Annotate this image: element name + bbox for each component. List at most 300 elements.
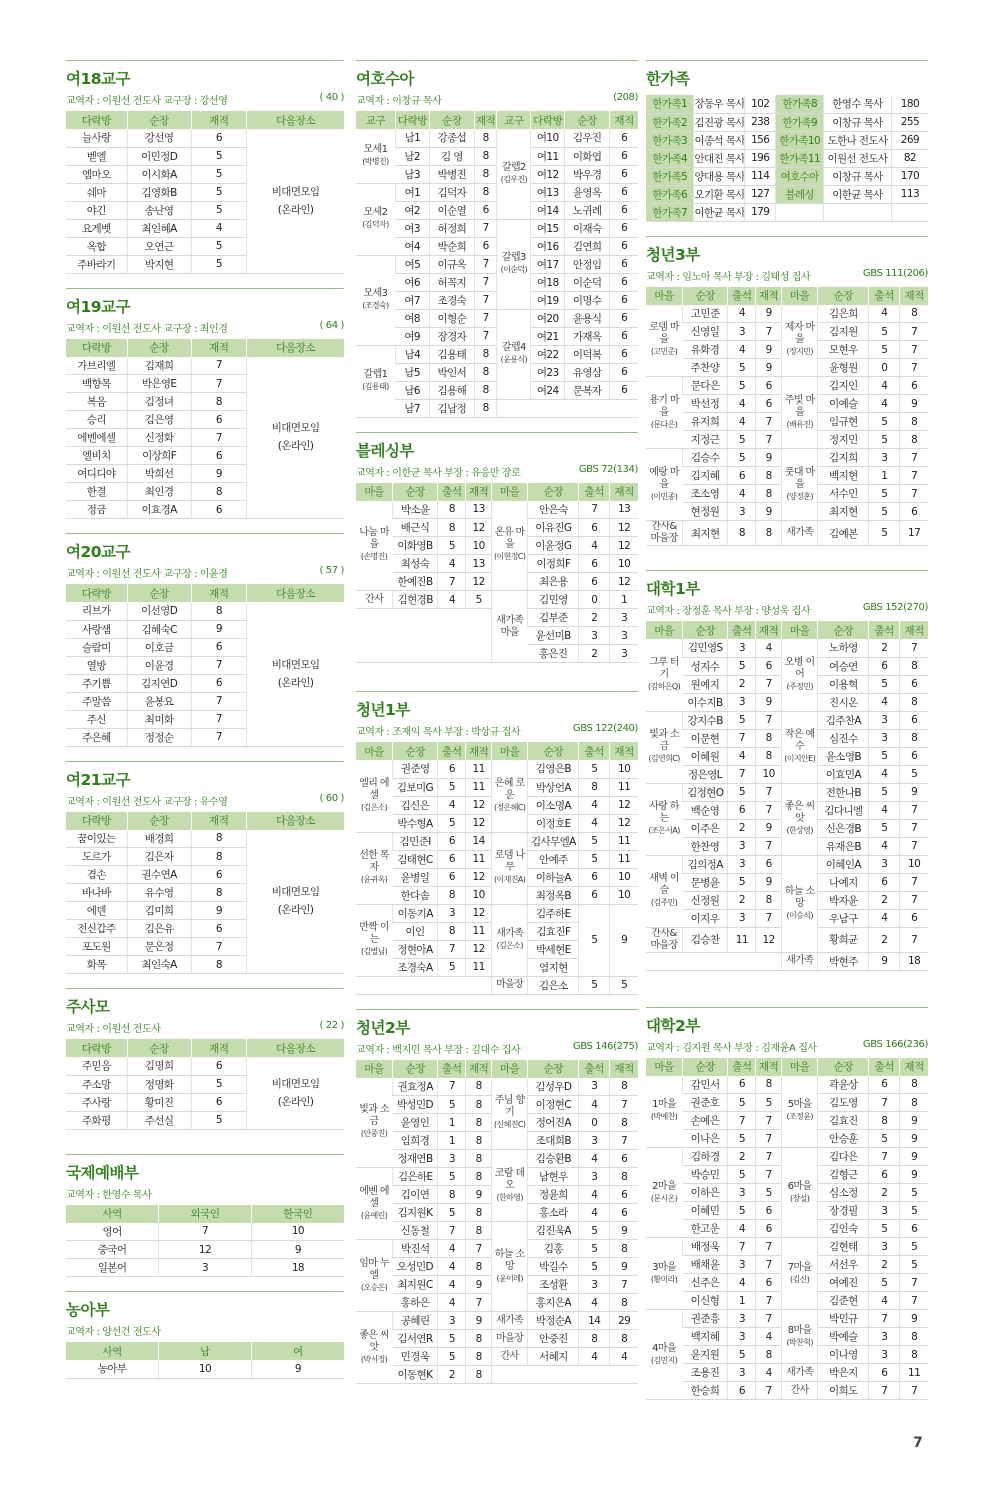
table-cell: 5 <box>728 377 756 395</box>
table-cell: 엠마오 <box>66 165 127 183</box>
table-cell: 7 <box>191 656 247 674</box>
group-leader: (이현정C) <box>493 552 526 562</box>
table-cell: 7 <box>900 927 928 952</box>
table-cell: 여6 <box>395 273 429 291</box>
table-cell: 7 <box>756 413 781 431</box>
table-cell: 여5 <box>395 255 429 273</box>
group-name: 로뎀 나무 (이재진A) <box>491 832 528 904</box>
table-cell: 8 <box>900 657 928 675</box>
table-cell: 에덴 <box>66 902 127 920</box>
table-cell: 8 <box>438 922 466 940</box>
table-row <box>646 1238 928 1256</box>
table-cell: 3 <box>728 837 756 855</box>
column-header: 마을 <box>356 483 393 501</box>
table-cell: 6 <box>900 747 928 765</box>
table-cell: 7 <box>756 711 781 729</box>
column-header: 사역 <box>66 1342 159 1360</box>
table-cell: 10 <box>900 855 928 873</box>
table-cell: 5 <box>191 1111 247 1129</box>
table-cell: 9 <box>756 341 781 359</box>
table-cell: 김태현C <box>393 850 438 868</box>
table-cell: 7 <box>756 801 781 819</box>
table-cell: 이한균 목사 <box>694 203 745 221</box>
table-cell: 8 <box>900 413 928 431</box>
table-cell: 5 <box>728 449 756 467</box>
table-cell: 8 <box>466 1132 491 1150</box>
table-cell: 박은지 <box>818 1364 869 1382</box>
column-header: 재적 <box>191 584 247 602</box>
table-cell: 7 <box>900 341 928 359</box>
table-row <box>646 1382 928 1400</box>
table-cell: 김이연 <box>393 1186 438 1204</box>
table-cell: 5 <box>728 1166 756 1184</box>
table-cell: 4 <box>869 765 900 783</box>
table-cell: 유수영 <box>127 884 191 902</box>
table-cell: 5 <box>869 485 900 503</box>
table-row <box>356 1366 638 1384</box>
table-cell: 11 <box>728 927 756 952</box>
table-cell: 6 <box>900 711 928 729</box>
table-cell: 8 <box>466 1204 491 1222</box>
table-row <box>646 377 928 395</box>
table-cell: 박소윤 <box>393 501 438 519</box>
table-cell: 쉐마 <box>66 183 127 201</box>
table-cell: 6 <box>438 868 466 886</box>
table-cell: 8 <box>191 956 247 974</box>
table-row <box>66 602 344 620</box>
table-cell: 4 <box>438 1258 466 1276</box>
group-name: 2마을 (문시온) <box>646 1148 683 1238</box>
empty-cell <box>646 952 781 970</box>
table-row <box>646 95 928 113</box>
table-cell: 곽윤상 <box>818 1076 869 1094</box>
table-cell: 여승연 <box>818 657 869 675</box>
table-cell: 김명희 <box>127 1057 191 1075</box>
table-cell: 여10 <box>531 129 565 147</box>
table-cell: 4 <box>869 395 900 413</box>
table-cell: 8 <box>579 1330 610 1348</box>
table-cell: 박세현E <box>528 940 579 958</box>
table-cell: 주소망 <box>66 1075 127 1093</box>
table-cell: 7 <box>756 1166 781 1184</box>
table-cell: 5 <box>900 1256 928 1274</box>
table-cell: 박정순A <box>528 1312 579 1330</box>
table-cell: 6 <box>610 291 638 309</box>
column-header: 여 <box>251 1342 344 1360</box>
section-subtitle <box>66 1186 344 1201</box>
group-name: 모세3 (조경숙) <box>356 255 395 345</box>
table-row <box>646 1310 928 1328</box>
table-cell: 4 <box>728 1274 756 1292</box>
department-table <box>646 621 928 971</box>
table-cell: 5 <box>900 1238 928 1256</box>
table-cell: 11 <box>466 778 491 796</box>
table-cell: 홍지은A <box>528 1294 579 1312</box>
table-cell: 강종섭 <box>429 129 474 147</box>
table-cell: 10 <box>610 760 638 778</box>
table-cell: 이선영D <box>127 602 191 620</box>
table-cell: 5 <box>191 201 247 219</box>
table-cell: 한가족8 <box>776 95 824 113</box>
table-cell: 김민영S <box>683 639 728 657</box>
group-leader: (김민지) <box>650 1355 678 1365</box>
table-cell: 12 <box>610 537 638 555</box>
table-cell: 이동현K <box>393 1366 438 1384</box>
table-cell: 김인숙 <box>818 1220 869 1238</box>
table-cell: 이인 <box>393 922 438 940</box>
table-cell: 4 <box>728 485 756 503</box>
table-cell: 3 <box>728 693 756 711</box>
table-cell: 17 <box>900 521 928 546</box>
table-cell: 임희경 <box>393 1132 438 1150</box>
group-name: 작은 예수 (이지안E) <box>781 711 818 783</box>
table-cell: 12 <box>466 904 491 922</box>
table-cell: 여9 <box>395 327 429 345</box>
table-cell: 여11 <box>531 147 565 165</box>
table-cell: 5 <box>869 323 900 341</box>
count-info: ( 40 ) <box>319 92 344 103</box>
header-row <box>66 339 344 357</box>
table-cell: 이시화A <box>127 165 191 183</box>
table-cell: 9 <box>900 783 928 801</box>
table-cell: 여23 <box>531 363 565 381</box>
group-name: 빛과 소금 (김연희C) <box>646 711 683 783</box>
table-cell: 4 <box>438 796 466 814</box>
table-cell: 7 <box>756 1292 781 1310</box>
table-cell: 4 <box>869 801 900 819</box>
group-leader: (장설) <box>790 1193 810 1203</box>
table-cell: 5 <box>438 778 466 796</box>
column-header: 재적 <box>191 812 247 830</box>
table-cell: 가재옥 <box>565 327 610 345</box>
table-cell: 9 <box>869 952 900 970</box>
table-cell: 7 <box>900 891 928 909</box>
group-name: 갈렙3 (이순덕) <box>497 219 531 309</box>
column-header: 순장 <box>393 742 438 760</box>
group-name: 새가족 (김은소) <box>491 904 528 976</box>
table-cell: 벧엘 <box>66 147 127 165</box>
section-subtitle <box>66 793 344 808</box>
group-leader: (김은소) <box>496 941 523 950</box>
group-name: 5마을 (조정윤) <box>781 1076 818 1148</box>
table-cell: 5 <box>579 904 610 976</box>
count-info: GBS 166(236) <box>862 1038 928 1050</box>
group-name: 모세1 (박병진) <box>356 129 395 183</box>
table-cell: 7 <box>900 1382 928 1400</box>
table-cell: 바나바 <box>66 884 127 902</box>
cell-group-table <box>66 339 344 520</box>
table-cell: 유재은B <box>818 837 869 855</box>
table-cell: 4 <box>438 591 466 609</box>
table-cell: 9 <box>466 1312 491 1330</box>
column-header: 재적 <box>466 1060 491 1078</box>
table-cell: 고민준 <box>683 305 728 323</box>
table-row <box>66 830 344 848</box>
table-cell: 9 <box>756 305 781 323</box>
group-leader: (안중진) <box>360 1129 388 1139</box>
group-name: 1마을 (박예찬) <box>646 1076 683 1148</box>
table-cell: 주말씀 <box>66 692 127 710</box>
group-leader: (김용태) <box>362 382 389 391</box>
section-title: 주사모 <box>66 988 344 1017</box>
table-cell: 6 <box>869 1166 900 1184</box>
table-cell: 9 <box>191 465 247 483</box>
table-row <box>356 1330 638 1348</box>
count-info: GBS 111(206) <box>862 267 928 279</box>
table-cell: 지정근 <box>683 431 728 449</box>
table-cell: 여4 <box>395 237 429 255</box>
table-cell: 박순희 <box>429 237 474 255</box>
table-cell: 김은희 <box>818 305 869 323</box>
table-cell: 7 <box>900 485 928 503</box>
table-row <box>356 309 638 327</box>
table-cell: 3 <box>869 1238 900 1256</box>
table-cell: 6 <box>610 129 638 147</box>
group-name: 새가족 <box>781 1364 818 1382</box>
table-cell: 일본어 <box>66 1259 159 1277</box>
table-cell: 이창규 목사 <box>824 113 892 131</box>
group-leader: (이지안E) <box>784 754 816 763</box>
section-subtitle <box>356 464 638 479</box>
table-cell: 백지현 <box>818 467 869 485</box>
table-cell: 심진수 <box>818 729 869 747</box>
table-cell: 4 <box>756 639 781 657</box>
table-cell: 5 <box>579 760 610 778</box>
table-cell: 오성민D <box>393 1258 438 1276</box>
table-cell: 6 <box>610 1204 638 1222</box>
table-cell: 김지연D <box>127 674 191 692</box>
group-leader: (배유진) <box>786 419 813 429</box>
table-cell: 이효경A <box>127 501 191 519</box>
group-leader: (한하영) <box>496 1192 523 1202</box>
table-row <box>646 639 928 657</box>
table-cell: 3 <box>728 1184 756 1202</box>
table-cell: 여18 <box>531 273 565 291</box>
group-name: 반짝 이는 (김별님) <box>356 904 393 976</box>
table-cell: 12 <box>466 868 491 886</box>
table-cell: 0 <box>869 359 900 377</box>
table-cell: 6 <box>438 850 466 868</box>
table-cell: 5 <box>191 165 247 183</box>
column-header: 다음장소 <box>247 339 344 357</box>
table-cell: 5 <box>438 1168 466 1186</box>
table-cell: 4 <box>869 909 900 927</box>
table-cell: 9 <box>756 819 781 837</box>
column-header: 교구 <box>356 111 395 129</box>
table-cell: 도르가 <box>66 848 127 866</box>
column-header: 재적 <box>191 111 247 129</box>
table-cell: 2 <box>728 675 756 693</box>
table-row <box>356 399 638 417</box>
table-cell: 이상희F <box>127 447 191 465</box>
table-cell: 야긴 <box>66 201 127 219</box>
section-subtitle <box>356 92 638 107</box>
table-cell: 문은정 <box>127 938 191 956</box>
table-cell: 5 <box>728 359 756 377</box>
department-section <box>646 570 928 971</box>
table-cell: 8 <box>900 305 928 323</box>
table-cell: 최인숙A <box>127 956 191 974</box>
table-cell: 조대희B <box>528 1132 579 1150</box>
table-cell: 조성환 <box>528 1276 579 1294</box>
table-cell: 한가족4 <box>646 149 694 167</box>
table-cell: 민경욱 <box>393 1348 438 1366</box>
table-cell: 복음 <box>66 393 127 411</box>
table-cell: 3 <box>579 1078 610 1096</box>
place-cell: 비대면모임 (온라인) <box>247 129 344 273</box>
table-cell: 6 <box>610 201 638 219</box>
column-header: 재적 <box>610 111 638 129</box>
column-header: 다음장소 <box>247 111 344 129</box>
table-cell: 2 <box>579 645 610 663</box>
group-name: 엘리 에셀 (김은소) <box>356 760 393 832</box>
table-cell: 주믿음 <box>66 1057 127 1075</box>
table-cell: 5 <box>869 819 900 837</box>
group-name: 새벽 이슬 (김주민) <box>646 855 683 927</box>
table-cell: 안중진 <box>528 1330 579 1348</box>
table-cell: 6 <box>579 519 610 537</box>
section-title: 청년1부 <box>356 691 638 720</box>
table-cell: 8 <box>474 345 497 363</box>
table-cell: 이혜민 <box>683 1202 728 1220</box>
table-cell: 9 <box>900 1166 928 1184</box>
table-cell: 남2 <box>395 147 429 165</box>
column-header: 마을 <box>491 742 528 760</box>
table-cell: 170 <box>891 167 928 185</box>
table-cell: 10 <box>610 886 638 904</box>
table-cell: 8 <box>466 1150 491 1168</box>
column-header: 순장 <box>393 1060 438 1078</box>
table-cell: 11 <box>466 760 491 778</box>
table-cell: 1 <box>438 1114 466 1132</box>
table-row <box>356 832 638 850</box>
table-cell: 5 <box>869 1274 900 1292</box>
table-cell: 10 <box>466 537 491 555</box>
table-cell: 82 <box>891 149 928 167</box>
table-cell: 이예슬 <box>818 395 869 413</box>
table-cell: 8 <box>728 521 756 546</box>
cell-group-table <box>66 584 344 747</box>
table-cell: 조경숙A <box>393 958 438 976</box>
table-cell: 가브리엘 <box>66 357 127 375</box>
table-cell: 원예지 <box>683 675 728 693</box>
table-cell: 여19 <box>531 291 565 309</box>
table-cell: 홍하은 <box>393 1294 438 1312</box>
table-cell: 김형근 <box>818 1166 869 1184</box>
ministry-table <box>66 1205 344 1278</box>
group-name: 새가족 <box>781 952 818 970</box>
group-name: 좋은 씨앗 (박서정) <box>356 1312 393 1384</box>
table-cell: 8 <box>610 1294 638 1312</box>
table-cell: 손예은 <box>683 1112 728 1130</box>
table-cell: 2 <box>869 1184 900 1202</box>
table-cell: 8 <box>191 830 247 848</box>
table-cell: 임규현 <box>818 413 869 431</box>
section-subtitle <box>646 602 928 617</box>
column-header: 재적 <box>756 621 781 639</box>
family-section <box>646 60 928 222</box>
column-header: 마을 <box>646 287 683 305</box>
table-row <box>66 1360 344 1378</box>
table-cell: 6 <box>191 674 247 692</box>
leader-info: 교역자 : 이원선 전도사 <box>66 1024 161 1035</box>
table-cell: 권준호 <box>683 1094 728 1112</box>
table-cell: 김사무엘A <box>528 832 579 850</box>
table-cell: 김우진 <box>565 129 610 147</box>
header-row <box>646 621 928 639</box>
table-cell: 11 <box>466 850 491 868</box>
table-cell: 8 <box>900 729 928 747</box>
table-cell: 권수연A <box>127 866 191 884</box>
table-cell: 9 <box>466 1186 491 1204</box>
table-cell: 김하경 <box>683 1148 728 1166</box>
table-cell: 4 <box>728 395 756 413</box>
table-cell: 겸손 <box>66 866 127 884</box>
group-leader: (문시온) <box>650 1193 678 1203</box>
table-cell: 이용혁 <box>818 675 869 693</box>
table-cell: 5 <box>191 183 247 201</box>
table-cell: 8 <box>466 1168 491 1186</box>
table-cell: 이소명A <box>528 796 579 814</box>
empty-cell <box>497 399 638 417</box>
table-cell: 5 <box>869 503 900 521</box>
table-cell: 블레싱 <box>776 185 824 203</box>
table-cell: 3 <box>159 1259 252 1277</box>
table-cell: 한가족1 <box>646 95 694 113</box>
table-cell: 주기쁨 <box>66 674 127 692</box>
table-cell: 6 <box>191 920 247 938</box>
section-title: 블레싱부 <box>356 432 638 461</box>
group-name: 그루 터기 (김하은Q) <box>646 639 683 711</box>
table-cell: 5 <box>869 431 900 449</box>
table-cell: 7 <box>756 783 781 801</box>
table-cell: 주바라기 <box>66 255 127 273</box>
table-cell: 이형순 <box>429 309 474 327</box>
table-row <box>646 1148 928 1166</box>
group-name: 로뎀 마을 (고민준) <box>646 305 683 377</box>
table-cell: 8 <box>900 693 928 711</box>
group-name: 풋대 마을 (양정훈) <box>781 449 818 521</box>
table-cell: 한고운 <box>683 1220 728 1238</box>
table-cell: 영어 <box>66 1223 159 1241</box>
table-cell: 9 <box>900 395 928 413</box>
table-cell: 감민서 <box>683 1076 728 1094</box>
table-cell: 8 <box>438 1186 466 1204</box>
table-cell: 7 <box>756 1238 781 1256</box>
table-cell: 4 <box>869 693 900 711</box>
table-cell: 문다은 <box>683 377 728 395</box>
table-cell: 여8 <box>395 309 429 327</box>
table-cell: 3 <box>728 323 756 341</box>
table-cell: 김효진F <box>528 922 579 940</box>
group-name: 마을장 <box>491 1330 528 1348</box>
section-title: 청년3부 <box>646 236 928 265</box>
table-cell: 정금 <box>66 501 127 519</box>
section-title: 대학1부 <box>646 570 928 599</box>
family-table <box>646 95 928 222</box>
table-cell: 7 <box>756 909 781 927</box>
table-row <box>66 1259 344 1277</box>
section-subtitle <box>66 565 344 580</box>
table-cell: 김지희 <box>818 449 869 467</box>
table-cell: 8 <box>610 1114 638 1132</box>
group-leader: (한상영) <box>786 826 813 835</box>
table-cell: 4 <box>869 837 900 855</box>
header-row <box>66 584 344 602</box>
column-header: 출석 <box>869 621 900 639</box>
table-cell: 5 <box>869 783 900 801</box>
column-middle <box>356 60 638 1398</box>
